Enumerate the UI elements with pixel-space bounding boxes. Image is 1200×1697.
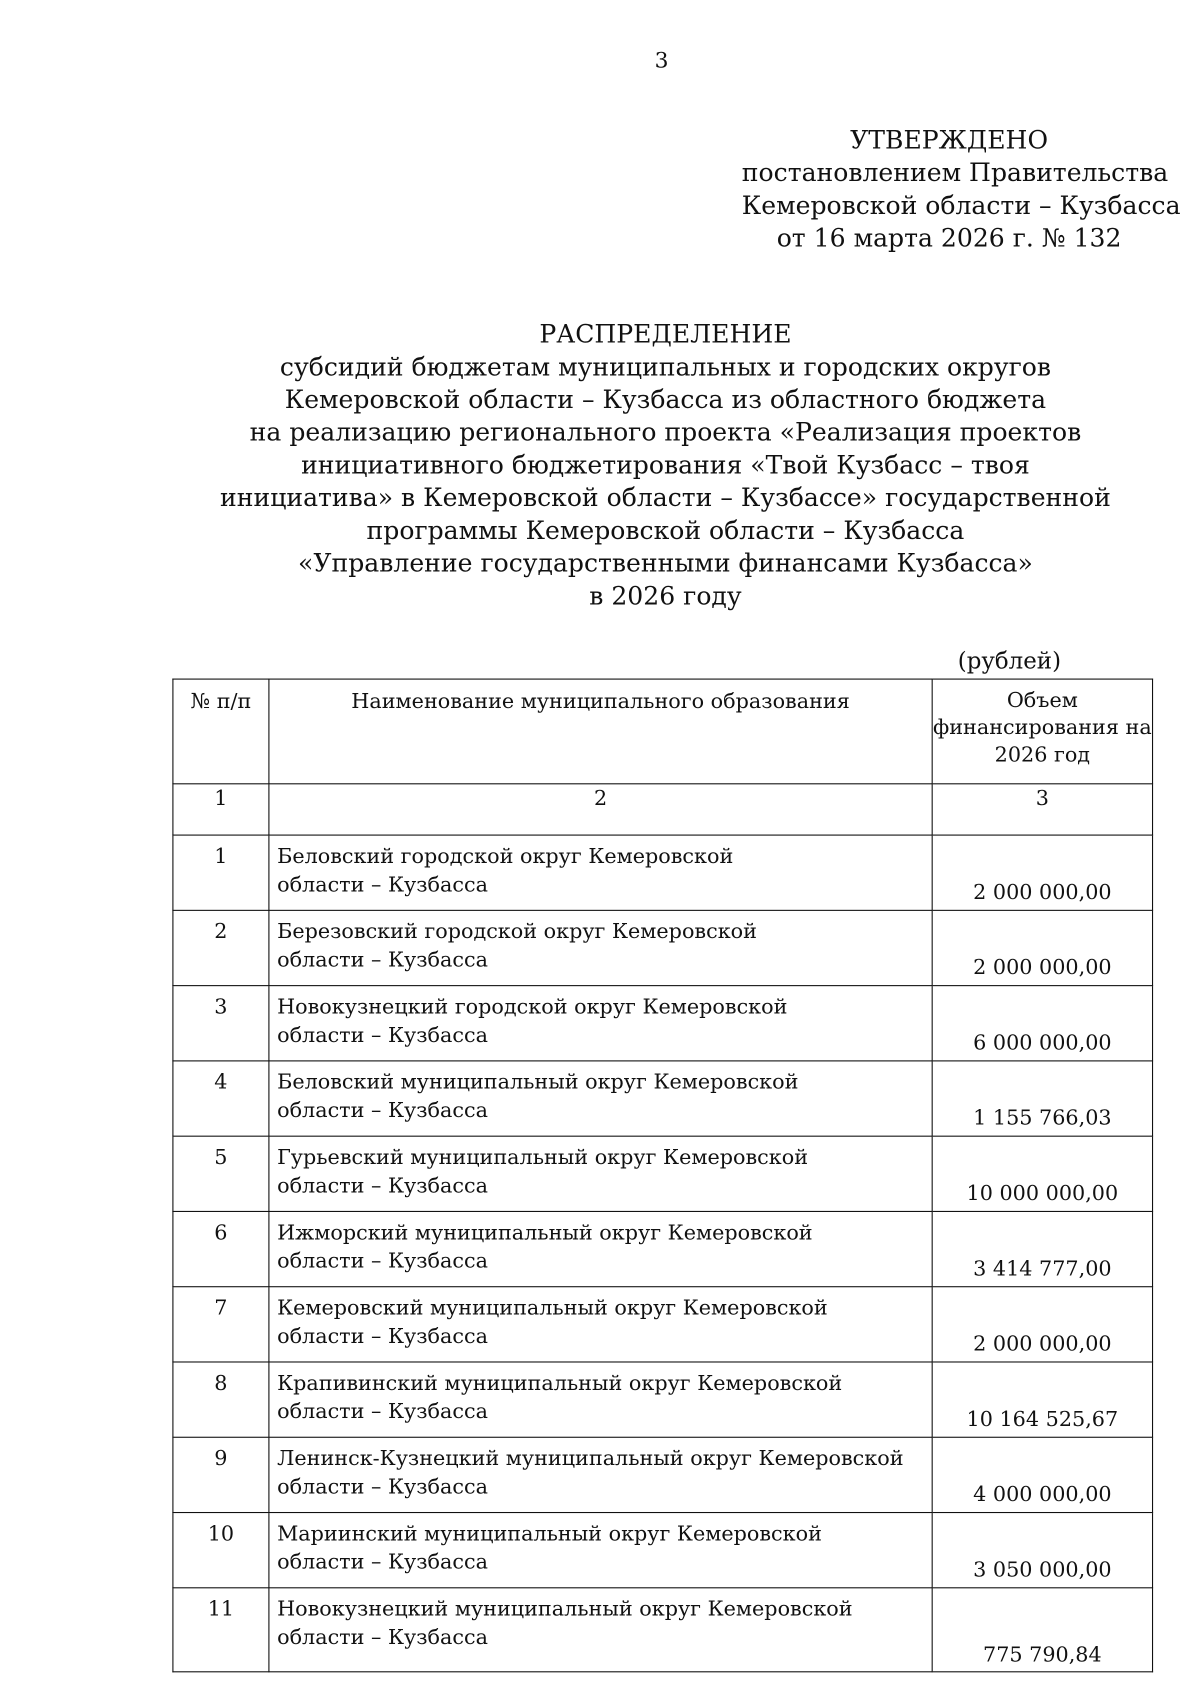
header-amount-line: 2026 год — [994, 742, 1091, 767]
row-amount: 2 000 000,00 — [932, 910, 1152, 985]
header-amount-line: Объем — [1006, 688, 1078, 713]
header-amount — [932, 679, 1152, 784]
header-amount-line: финансирования на — [933, 715, 1152, 740]
approval-title: УТВЕРЖДЕНО — [850, 126, 1049, 155]
row-num: 4 — [173, 1061, 269, 1136]
row-amount: 4 000 000,00 — [932, 1437, 1152, 1512]
row-num: 1 — [173, 835, 269, 910]
row-name: Кемеровский муниципальный округ Кемеровской области – Кузбасса — [269, 1287, 932, 1362]
row-name: Крапивинский муниципальный округ Кемеровской области – Кузбасса — [269, 1362, 932, 1437]
table-row — [173, 1136, 1153, 1211]
heading-line: инициативного бюджетирования «Твой Кузбасс – твоя — [301, 451, 1030, 480]
row-name: Березовский городской округ Кемеровской области – Кузбасса — [269, 910, 932, 985]
row-num: 2 — [173, 910, 269, 985]
table-row — [173, 1061, 1153, 1136]
row-amount: 10 000 000,00 — [932, 1136, 1152, 1211]
column-index-row — [173, 784, 1153, 835]
approval-block — [741, 124, 1181, 255]
row-num: 8 — [173, 1362, 269, 1437]
approval-line: постановлением Правительства — [741, 159, 1169, 188]
row-num: 5 — [173, 1136, 269, 1211]
column-index: 2 — [269, 784, 932, 835]
row-amount: 3 414 777,00 — [932, 1211, 1152, 1286]
heading-line: в 2026 году — [589, 582, 742, 611]
row-num: 10 — [173, 1513, 269, 1588]
row-name: Гурьевский муниципальный округ Кемеровской области – Кузбасса — [269, 1136, 932, 1211]
row-amount: 6 000 000,00 — [932, 986, 1152, 1061]
row-num: 6 — [173, 1211, 269, 1286]
heading-line: инициатива» в Кемеровской области – Кузбассе» государственной — [220, 484, 1111, 513]
row-amount: 2 000 000,00 — [932, 1287, 1152, 1362]
heading-title: РАСПРЕДЕЛЕНИЕ — [539, 320, 792, 350]
table-row — [173, 1588, 1153, 1672]
row-name: Новокузнецкий муниципальный округ Кемеровской области – Кузбасса — [269, 1588, 932, 1672]
row-name: Ижморский муниципальный округ Кемеровской области – Кузбасса — [269, 1211, 932, 1286]
row-amount: 1 155 766,03 — [932, 1061, 1152, 1136]
heading-line: на реализацию регионального проекта «Реализация проектов — [249, 418, 1082, 448]
table-row — [173, 1211, 1153, 1286]
column-index: 3 — [932, 784, 1152, 835]
table-row — [173, 1437, 1153, 1512]
header-num: № п/п — [173, 679, 269, 784]
approval-line: от 16 марта 2026 г. № 132 — [776, 224, 1122, 254]
row-name: Беловский городской округ Кемеровской области – Кузбасса — [269, 835, 932, 910]
row-amount: 775 790,84 — [932, 1588, 1152, 1672]
table-row — [173, 910, 1153, 985]
row-name: Новокузнецкий городской округ Кемеровской области – Кузбасса — [269, 986, 932, 1061]
header-name: Наименование муниципального образования — [269, 679, 932, 784]
row-num: 11 — [173, 1588, 269, 1672]
heading-line: «Управление государственными финансами Кузбасса» — [298, 549, 1033, 579]
row-num: 3 — [173, 986, 269, 1061]
page-number: 3 — [654, 46, 669, 74]
heading-line: программы Кемеровской области – Кузбасса — [366, 517, 965, 546]
row-amount: 3 050 000,00 — [932, 1513, 1152, 1588]
distribution-table — [172, 679, 1153, 1673]
row-amount: 2 000 000,00 — [932, 835, 1152, 910]
document-heading — [218, 319, 1113, 614]
approval-line: Кемеровской области – Кузбасса — [741, 191, 1181, 221]
row-name: Ленинск-Кузнецкий муниципальный округ Кемеровской области – Кузбасса — [269, 1437, 932, 1512]
row-name: Беловский муниципальный округ Кемеровской области – Кузбасса — [269, 1061, 932, 1136]
heading-line: субсидий бюджетам муниципальных и городских округов — [279, 353, 1051, 382]
row-num: 9 — [173, 1437, 269, 1512]
row-amount: 10 164 525,67 — [932, 1362, 1152, 1437]
table-header-row — [173, 679, 1153, 784]
row-name: Мариинский муниципальный округ Кемеровской области – Кузбасса — [269, 1513, 932, 1588]
table-row — [173, 986, 1153, 1061]
table-row — [173, 1513, 1153, 1588]
table-row — [173, 1362, 1153, 1437]
row-num: 7 — [173, 1287, 269, 1362]
heading-line: Кемеровской области – Кузбасса из областного бюджета — [284, 386, 1047, 415]
table-row — [173, 835, 1153, 910]
units-label: (рублей) — [957, 647, 1062, 675]
table-row — [173, 1287, 1153, 1362]
column-index: 1 — [173, 784, 269, 835]
